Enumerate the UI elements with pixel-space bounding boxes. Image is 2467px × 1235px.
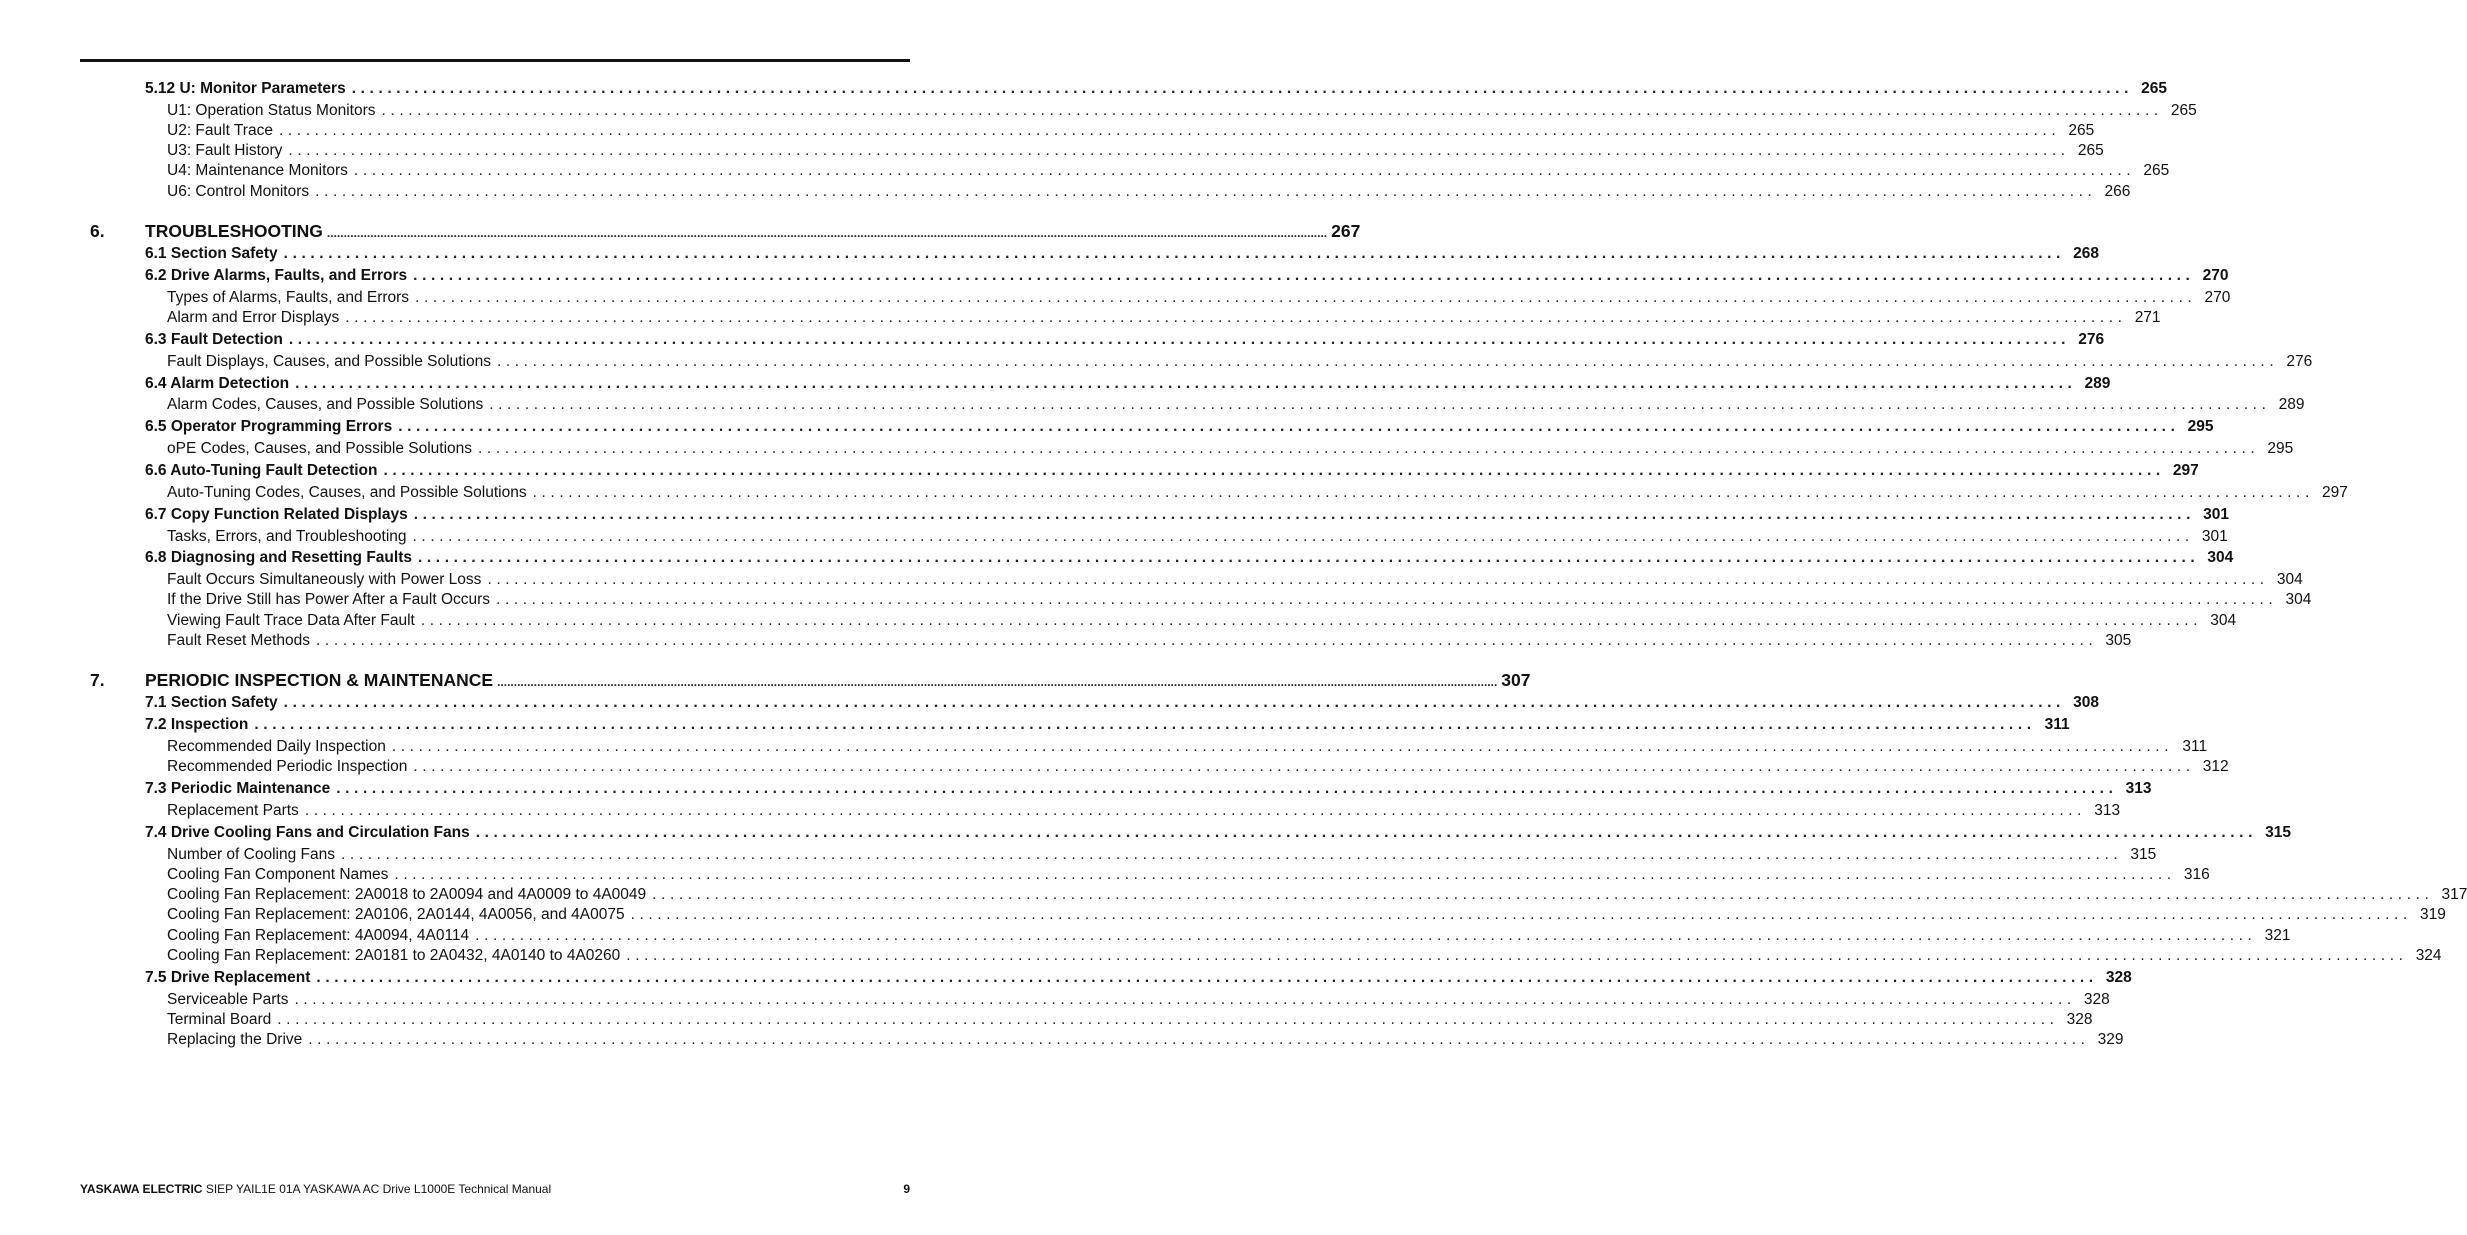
toc-subsection[interactable] — [0, 309, 2161, 329]
toc-page-number: 295 — [2267, 440, 2294, 457]
page-footer — [80, 1182, 910, 1196]
leader-dots: ........................................................................................................................................................................................................ — [487, 571, 2269, 588]
footer-brand: YASKAWA ELECTRIC — [80, 1182, 203, 1196]
toc-page-number: 321 — [2264, 927, 2291, 944]
toc-page-number: 265 — [2141, 80, 2167, 97]
leader-dots: ........................................................................................................................................................................................................ — [391, 738, 2174, 755]
toc-page-number: 271 — [2134, 309, 2161, 326]
toc-entry-row — [145, 462, 2199, 480]
toc-page-number: 328 — [2105, 969, 2132, 986]
toc-subsection[interactable] — [0, 353, 2313, 373]
toc-subsection[interactable] — [0, 528, 2228, 548]
toc-subsection[interactable] — [0, 846, 2157, 866]
toc-entry-row — [167, 1031, 2124, 1049]
toc-page-number: 295 — [2187, 418, 2214, 435]
leader-dots: ........................................................................................................................................................................................................ — [295, 375, 2077, 392]
toc-entry-row — [145, 375, 2111, 393]
leader-dots: ........................................................................................................................................................................................................ — [278, 122, 2061, 139]
toc-section[interactable] — [0, 331, 2105, 351]
leader-dots: ........................................................................................................................................................................................................ — [283, 694, 2065, 711]
toc-subsection[interactable] — [0, 591, 2312, 611]
toc-subsection[interactable] — [0, 1011, 2093, 1031]
toc-title: Cooling Fan Component Names — [167, 866, 389, 883]
leader-dots: ........................................................................................................................................................................................................ — [626, 947, 2408, 964]
toc-entry-row — [167, 947, 2442, 965]
toc-page-number: 307 — [1501, 670, 1531, 690]
toc-entry-row — [167, 886, 2467, 904]
toc-page-number: 265 — [2068, 122, 2095, 139]
leader-dots: ........................................................................................................................................................................................................ — [341, 846, 2123, 863]
toc-entry-row — [167, 484, 2348, 502]
toc-section[interactable] — [0, 969, 2132, 989]
toc-entry-row — [145, 418, 2214, 436]
toc-entry-row — [167, 142, 2104, 160]
leader-dots: ........................................................................................................................................................................................................ — [652, 886, 2434, 903]
toc-entry-row — [167, 906, 2446, 924]
toc-chapter[interactable] — [0, 221, 1361, 241]
toc-entry-row — [145, 331, 2105, 349]
toc-page-number: 297 — [2172, 462, 2199, 479]
toc-title: 5.12 U: Monitor Parameters — [145, 80, 346, 97]
toc-title: Tasks, Errors, and Troubleshooting — [167, 528, 407, 545]
toc-title: 7.3 Periodic Maintenance — [145, 780, 331, 797]
leader-dots: ........................................................................................................................................................................................................ — [412, 528, 2194, 545]
toc-page-number: 308 — [2073, 694, 2099, 711]
toc-subsection[interactable] — [0, 991, 2110, 1011]
toc-title: 6.1 Section Safety — [145, 245, 278, 262]
toc-page-number: 304 — [2285, 591, 2312, 608]
toc-subsection[interactable] — [0, 927, 2291, 947]
toc-section[interactable] — [0, 506, 2229, 526]
toc-section[interactable] — [0, 694, 2099, 714]
toc-entry-row — [167, 571, 2303, 589]
toc-subsection[interactable] — [0, 102, 2197, 122]
toc-title: 6.5 Operator Programming Errors — [145, 418, 393, 435]
toc-entry-row — [145, 694, 2099, 712]
toc-page-number: 266 — [2104, 183, 2131, 200]
toc-entry-row — [145, 969, 2132, 987]
footer-document-title: SIEP YAIL1E 01A YASKAWA AC Drive L1000E Technical Manual — [205, 1182, 552, 1196]
chapter-number: 7. — [90, 670, 105, 690]
leader-dots: ........................................................................................................................................................................................................ — [315, 183, 2097, 200]
toc-title: Fault Displays, Causes, and Possible Solutions — [167, 353, 491, 370]
toc-title: Types of Alarms, Faults, and Errors — [167, 289, 410, 306]
toc-title: Cooling Fan Replacement: 2A0181 to 2A0432, 4A0140 to 4A0260 — [167, 947, 621, 964]
toc-page-number: 324 — [2415, 947, 2442, 964]
toc-page-number: 265 — [2077, 142, 2104, 159]
toc-entry-row — [167, 738, 2208, 756]
chapter-number: 6. — [90, 221, 105, 241]
toc-section[interactable] — [0, 824, 2291, 844]
toc-page-number: 289 — [2278, 396, 2305, 413]
leader-dots: ........................................................................................................................................................................................................ — [417, 549, 2200, 566]
leader-dots: ........................................................................................................................................................................................................ — [630, 906, 2412, 923]
toc-page-number: 268 — [2073, 245, 2099, 262]
toc-entry-row — [145, 506, 2229, 524]
toc-subsection[interactable] — [0, 738, 2208, 758]
toc-page-number: 311 — [2044, 716, 2070, 733]
toc-title: 7.4 Drive Cooling Fans and Circulation Fans — [145, 824, 470, 841]
toc-title: Fault Occurs Simultaneously with Power Loss — [167, 571, 482, 588]
toc-subsection[interactable] — [0, 571, 2303, 591]
toc-subsection[interactable] — [0, 886, 2467, 906]
toc-page-number: 328 — [2083, 991, 2110, 1008]
toc-title: Recommended Daily Inspection — [167, 738, 386, 755]
leader-dots: ........................................................................................................................................................................................................ — [381, 102, 2163, 119]
toc-entry-row — [167, 991, 2110, 1009]
leader-dots: ........................................................................................................................................................................................................ — [478, 440, 2260, 457]
toc-page-number: 297 — [2322, 484, 2348, 501]
toc-subsection[interactable] — [0, 947, 2442, 967]
toc-subsection[interactable] — [0, 289, 2231, 309]
toc-subsection[interactable] — [0, 183, 2131, 203]
toc-page-number: 270 — [2204, 289, 2231, 306]
toc-page-number: 319 — [2420, 906, 2446, 923]
toc-title: U3: Fault History — [167, 142, 283, 159]
toc-page-number: 276 — [2286, 353, 2313, 370]
toc-title: Replacing the Drive — [167, 1031, 303, 1048]
toc-entry-row — [167, 528, 2228, 546]
toc-page-number: 311 — [2182, 738, 2208, 755]
toc-section[interactable] — [0, 418, 2214, 438]
toc-subsection[interactable] — [0, 396, 2305, 416]
toc-page-number: 301 — [2201, 528, 2228, 545]
toc-section[interactable] — [0, 780, 2152, 800]
header-rule — [80, 59, 910, 62]
toc-title: Serviceable Parts — [167, 991, 289, 1008]
toc-page-number: 270 — [2202, 267, 2229, 284]
toc-title: TROUBLESHOOTING — [145, 221, 323, 241]
toc-entry-row — [167, 846, 2157, 864]
leader-dots: ........................................................................................................................................................................................................ — [351, 80, 2133, 97]
toc-entry-row — [167, 122, 2095, 140]
toc-title: U2: Fault Trace — [167, 122, 273, 139]
toc-entry-row — [167, 183, 2131, 201]
toc-page-number: 313 — [2094, 802, 2121, 819]
toc-title: PERIODIC INSPECTION & MAINTENANCE — [145, 670, 494, 690]
toc-subsection[interactable] — [0, 866, 2210, 886]
toc-entry-row — [167, 353, 2313, 371]
toc-subsection[interactable] — [0, 484, 2348, 504]
toc-entry-row — [145, 780, 2152, 798]
toc-title: Cooling Fan Replacement: 2A0018 to 2A0094 and 4A0009 to 4A0049 — [167, 886, 647, 903]
toc-title: 7.2 Inspection — [145, 716, 249, 733]
leader-dots: ........................................................................................................................................................................................................ — [413, 267, 2195, 284]
toc-entry-row — [167, 632, 2132, 650]
toc-title: Fault Reset Methods — [167, 632, 311, 649]
leader-dots: ............................................................................................................................................................................................................................................................................................................ — [326, 226, 1328, 240]
leader-dots: ........................................................................................................................................................................................................ — [316, 969, 2098, 986]
toc-section[interactable] — [0, 245, 2099, 265]
toc-page-number: 304 — [2276, 571, 2303, 588]
toc-entry-row — [145, 221, 1361, 242]
toc-page-number: 276 — [2078, 331, 2105, 348]
toc-entry-row — [167, 289, 2231, 307]
toc-title: Viewing Fault Trace Data After Fault — [167, 612, 415, 629]
toc-title: U6: Control Monitors — [167, 183, 310, 200]
toc-title: 7.5 Drive Replacement — [145, 969, 311, 986]
toc-page-number: 328 — [2066, 1011, 2093, 1028]
toc-entry-row — [145, 670, 1531, 691]
leader-dots: ........................................................................................................................................................................................................ — [316, 632, 2098, 649]
toc-title: Alarm and Error Displays — [167, 309, 340, 326]
footer-text — [80, 1182, 551, 1196]
leader-dots: ............................................................................................................................................................................................................................................................................................................ — [497, 675, 1498, 689]
toc-section[interactable] — [0, 716, 2070, 736]
toc-title: Recommended Periodic Inspection — [167, 758, 408, 775]
toc-subsection[interactable] — [0, 906, 2446, 926]
toc-entry-row — [167, 758, 2229, 776]
toc-page-number: 265 — [2143, 162, 2170, 179]
leader-dots: ........................................................................................................................................................................................................ — [496, 591, 2278, 608]
leader-dots: ........................................................................................................................................................................................................ — [294, 991, 2076, 1008]
toc-entry-row — [145, 716, 2070, 734]
toc-page-number: 317 — [2441, 886, 2467, 903]
toc-title: Replacement Parts — [167, 802, 299, 819]
toc-page-number: 304 — [2207, 549, 2234, 566]
toc-page-number: 312 — [2202, 758, 2229, 775]
toc-subsection[interactable] — [0, 142, 2104, 162]
toc-page-number: 316 — [2183, 866, 2210, 883]
toc-entry-row — [167, 591, 2312, 609]
leader-dots: ........................................................................................................................................................................................................ — [398, 418, 2180, 435]
toc-title: 6.8 Diagnosing and Resetting Faults — [145, 549, 412, 566]
toc-entry-row — [167, 802, 2121, 820]
leader-dots: ........................................................................................................................................................................................................ — [413, 506, 2195, 523]
toc-page-number: 304 — [2210, 612, 2237, 629]
toc-page-number: 329 — [2097, 1031, 2124, 1048]
toc-title: Number of Cooling Fans — [167, 846, 335, 863]
toc-title: 6.3 Fault Detection — [145, 331, 283, 348]
toc-title: Cooling Fan Replacement: 2A0106, 2A0144, 4A0056, and 4A0075 — [167, 906, 625, 923]
toc-page-number: 313 — [2125, 780, 2152, 797]
toc-title: 6.4 Alarm Detection — [145, 375, 290, 392]
leader-dots: ........................................................................................................................................................................................................ — [383, 462, 2165, 479]
toc-entry-row — [167, 440, 2294, 458]
toc-subsection[interactable] — [0, 1031, 2124, 1051]
toc-entry-row — [167, 102, 2197, 120]
toc-section[interactable] — [0, 549, 2234, 569]
leader-dots: ........................................................................................................................................................................................................ — [394, 866, 2176, 883]
toc-title: Terminal Board — [167, 1011, 272, 1028]
leader-dots: ........................................................................................................................................................................................................ — [415, 289, 2197, 306]
leader-dots: ........................................................................................................................................................................................................ — [420, 612, 2203, 629]
toc-subsection[interactable] — [0, 612, 2237, 632]
leader-dots: ........................................................................................................................................................................................................ — [475, 927, 2257, 944]
leader-dots: ........................................................................................................................................................................................................ — [288, 331, 2071, 348]
toc-section[interactable] — [0, 462, 2199, 482]
toc-entry-row — [145, 549, 2234, 567]
toc-title: Auto-Tuning Codes, Causes, and Possible Solutions — [167, 484, 527, 501]
toc-title: 6.2 Drive Alarms, Faults, and Errors — [145, 267, 408, 284]
toc-subsection[interactable] — [0, 162, 2170, 182]
toc-subsection[interactable] — [0, 122, 2095, 142]
toc-title: 6.7 Copy Function Related Displays — [145, 506, 408, 523]
toc-page-number: 267 — [1331, 221, 1361, 241]
toc-title: Alarm Codes, Causes, and Possible Solutions — [167, 396, 484, 413]
toc-title: 6.6 Auto-Tuning Fault Detection — [145, 462, 378, 479]
toc-entry-row — [145, 267, 2229, 285]
leader-dots: ........................................................................................................................................................................................................ — [283, 245, 2065, 262]
leader-dots: ........................................................................................................................................................................................................ — [288, 142, 2070, 159]
toc-subsection[interactable] — [0, 440, 2294, 460]
leader-dots: ........................................................................................................................................................................................................ — [532, 484, 2314, 501]
toc-entry-row — [167, 309, 2161, 327]
toc-entry-row — [167, 612, 2237, 630]
toc-title: U1: Operation Status Monitors — [167, 102, 376, 119]
toc-page-number: 305 — [2105, 632, 2132, 649]
leader-dots: ........................................................................................................................................................................................................ — [489, 396, 2271, 413]
toc-title: Cooling Fan Replacement: 4A0094, 4A0114 — [167, 927, 470, 944]
footer-page-number: 9 — [903, 1182, 910, 1196]
toc-chapter[interactable] — [0, 670, 1531, 690]
leader-dots: ........................................................................................................................................................................................................ — [496, 353, 2279, 370]
leader-dots: ........................................................................................................................................................................................................ — [308, 1031, 2090, 1048]
toc-title: oPE Codes, Causes, and Possible Solutions — [167, 440, 473, 457]
toc-subsection[interactable] — [0, 758, 2229, 778]
toc-entry-row — [167, 866, 2210, 884]
toc-page-number: 289 — [2084, 375, 2111, 392]
toc-entry-row — [145, 80, 2167, 98]
toc-section[interactable] — [0, 375, 2111, 395]
toc-subsection[interactable] — [0, 632, 2132, 652]
leader-dots: ........................................................................................................................................................................................................ — [304, 802, 2087, 819]
toc-entry-row — [167, 927, 2291, 945]
toc-page-number: 301 — [2203, 506, 2229, 523]
toc-page-number: 265 — [2170, 102, 2197, 119]
toc-entry-row — [145, 245, 2099, 263]
toc-entry-row — [145, 824, 2291, 842]
leader-dots: ........................................................................................................................................................................................................ — [277, 1011, 2059, 1028]
toc-page-number: 315 — [2265, 824, 2291, 841]
toc-title: 7.1 Section Safety — [145, 694, 278, 711]
toc-title: U4: Maintenance Monitors — [167, 162, 348, 179]
toc-entry-row — [167, 1011, 2093, 1029]
toc-section[interactable] — [0, 80, 2167, 100]
toc-subsection[interactable] — [0, 802, 2121, 822]
toc-title: If the Drive Still has Power After a Fault Occurs — [167, 591, 491, 608]
leader-dots: ........................................................................................................................................................................................................ — [353, 162, 2136, 179]
toc-page-number: 315 — [2130, 846, 2157, 863]
toc-entry-row — [167, 162, 2170, 180]
leader-dots: ........................................................................................................................................................................................................ — [413, 758, 2195, 775]
leader-dots: ........................................................................................................................................................................................................ — [345, 309, 2127, 326]
toc-section[interactable] — [0, 267, 2229, 287]
leader-dots: ........................................................................................................................................................................................................ — [336, 780, 2118, 797]
toc-entry-row — [167, 396, 2305, 414]
leader-dots: ........................................................................................................................................................................................................ — [475, 824, 2257, 841]
leader-dots: ........................................................................................................................................................................................................ — [254, 716, 2036, 733]
